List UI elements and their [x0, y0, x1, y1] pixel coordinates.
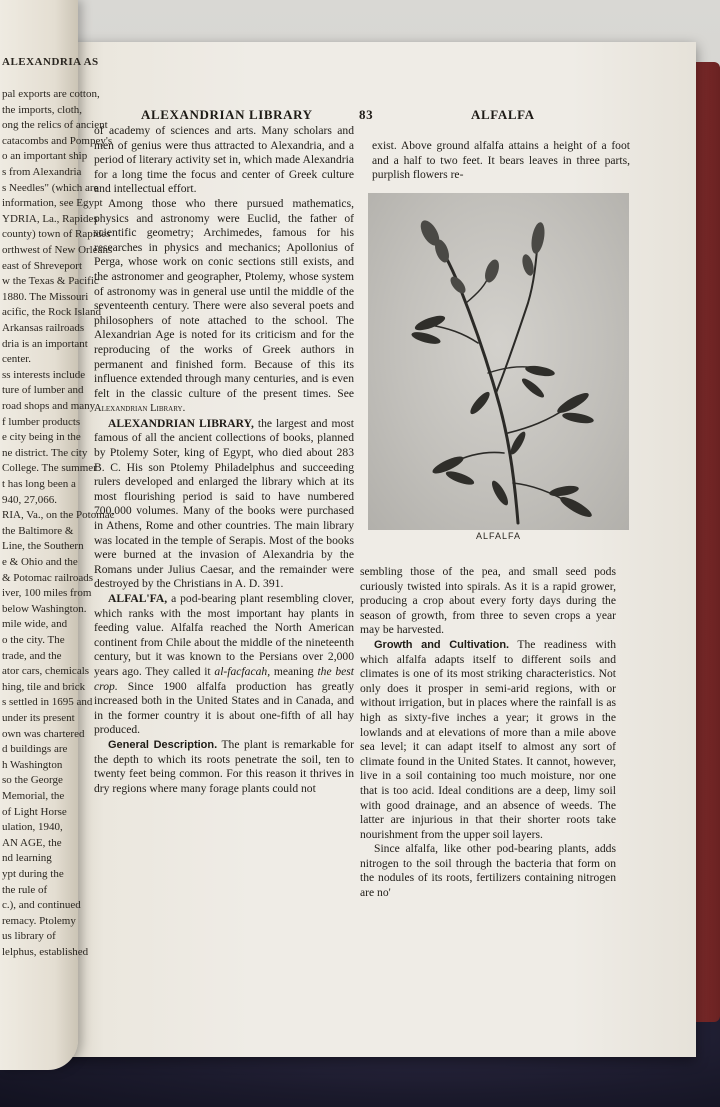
previous-page-line: e city being in the	[2, 431, 81, 444]
previous-page-line: under its present	[2, 712, 75, 724]
previous-page-line: ne district. The city	[2, 446, 88, 459]
running-head-right: ALFALFA	[471, 107, 535, 122]
previous-page-line: f lumber products	[2, 415, 81, 428]
paragraph-seed-pods: sembling those of the pea, and small seed pods curiously twisted into spirals. As it is a rapid grower, producing a crop about every forty days during the season of growth, from three to seven crops a year may be harvested.	[360, 565, 616, 637]
previous-page-line: below Washington.	[2, 602, 87, 615]
previous-page-line: d buildings are	[2, 743, 68, 756]
previous-page-line: nd learning	[2, 852, 52, 865]
previous-page-line: trade, and the	[2, 649, 62, 662]
previous-page-line: own was chartered	[2, 727, 85, 740]
previous-page-line: ss interests include	[2, 368, 86, 381]
previous-page-heading: ALEXANDRIA AS	[2, 56, 99, 68]
paragraph-mathematicians: Among those who there pursued mathematics, physics and astronomy were Euclid, the father of scientific geometry; Archimedes, famous for his researches in physics and mechanics; Apollonius of Perga, whose work on conic sections still exists, and the astronomer and geographer, Ptolemy, whose system of astronomy was in general use until the middle of the seventeenth century. There were also several poets and philosophers of note attached to the school. The Alexandrian Age is noted for its criticism and for the reproducing of the works of Greek authors in permanent and finished form. Because of this its influence extended through many centuries, and is even felt in the classic culture of the present times. See Alexandrian Library.	[94, 196, 354, 415]
previous-page-line: YDRIA, La., Rapides	[2, 212, 98, 225]
section-general-description: General Description. The plant is remarkable for the depth to which its roots penetrate the soil, ten to twenty feet being common. For this reason it thrives in dry regions where many forage plants could not	[94, 737, 354, 795]
left-column	[94, 124, 354, 796]
alfalfa-plant-drawing	[368, 193, 629, 530]
entry-term: ALEXANDRIAN LIBRARY,	[108, 416, 254, 430]
previous-page-line: catacombs and Pompey's	[2, 134, 113, 147]
previous-page-line: AN AGE, the	[2, 836, 62, 849]
previous-page-line: t has long been a	[2, 478, 76, 490]
previous-page-line: ulation, 1940,	[2, 821, 63, 834]
previous-page-line: o the city. The	[2, 634, 65, 646]
previous-page-line: c.), and continued	[2, 899, 81, 912]
previous-page-line: so the George	[2, 774, 63, 787]
previous-page-line: iver, 100 miles from	[2, 587, 92, 600]
section-heading: General Description.	[108, 738, 218, 751]
previous-page-line: 940, 27,066.	[2, 493, 57, 506]
previous-page-line: information, see Egypt	[2, 197, 103, 210]
section-heading: Growth and Cultivation.	[374, 638, 510, 651]
previous-page-line: e & Ohio and the	[2, 556, 78, 568]
page-number: 83	[359, 107, 374, 122]
right-column	[360, 565, 616, 901]
previous-page-line: mile wide, and	[2, 618, 68, 631]
previous-page	[0, 0, 115, 1070]
previous-page-line: ypt during the	[2, 868, 64, 880]
paragraph-academy: of academy of sciences and arts. Many scholars and men of genius were thus attracted to Alexandria, and a period of literary activity set in, which made Alexandria for a long time the focus and center of Greek culture and intellectual effort.	[94, 124, 354, 196]
previous-page-line: 1880. The Missouri	[2, 290, 89, 303]
alfalfa-illustration	[368, 193, 629, 530]
entry-term: ALFAL'FA,	[108, 592, 168, 605]
previous-page-line: s from Alexandria	[2, 166, 82, 178]
previous-page-line: the imports, cloth,	[2, 103, 83, 116]
previous-page-line: east of Shreveport	[2, 259, 83, 272]
previous-page-line: hing, tile and brick	[2, 680, 86, 693]
previous-page-line: remacy. Ptolemy	[2, 914, 76, 927]
previous-page-line: Memorial, the	[2, 790, 65, 802]
previous-page-line: o an important ship	[2, 150, 88, 163]
right-column-top	[372, 139, 630, 183]
previous-page-line: center.	[2, 353, 32, 366]
previous-page-line: h Washington	[2, 758, 63, 771]
previous-page-line: s settled in 1695 and	[2, 696, 93, 709]
previous-page-line: s Needles" (which are	[2, 181, 99, 194]
figure-caption: ALFALFA	[475, 531, 522, 541]
cross-reference: Alexandrian Library.	[94, 403, 186, 415]
previous-page-line: w the Texas & Pacific	[2, 275, 99, 288]
paragraph-above-ground: exist. Above ground alfalfa attains a height of a foot and a half to two feet. It bears leaves in three parts, purplish flowers re-	[372, 139, 630, 182]
previous-page-line: ong the relics of ancient	[2, 119, 108, 132]
previous-page-line: orthwest of New Orleans	[2, 244, 113, 256]
previous-page-line: of Light Horse	[2, 805, 67, 818]
previous-page-line: Arkansas railroads	[2, 322, 85, 334]
previous-page-line: pal exports are cotton,	[2, 88, 100, 100]
previous-page-line: road shops and many	[2, 400, 96, 412]
previous-page-line: ator cars, chemicals	[2, 665, 90, 678]
previous-page-line: & Potomac railroads	[2, 571, 94, 584]
running-head-left: ALEXANDRIAN LIBRARY	[141, 107, 313, 122]
paragraph-nitrogen: Since alfalfa, like other pod-bearing plants, adds nitrogen to the soil through the bacteria that form on the nodules of its roots, fertilizers containing nitrogen are no'	[360, 842, 616, 900]
previous-page-line: us library of	[2, 930, 56, 943]
previous-page-line: acific, the Rock Island	[2, 306, 101, 319]
previous-page-line: College. The summer	[2, 462, 97, 475]
section-growth-cultivation: Growth and Cultivation. The readiness with which alfalfa adapts itself to different soils and climates is one of its most striking characteristics. Not only does it prosper in semi-arid regions, with or without irrigation, but in places where the rainfall is as high as sixty-five inches a year; it grows in the lowlands and at elevations of more than a mile above sea level; it can adapt itself to almost any sort of climate found in the United States. It cannot, however, live in a soil containing too much moisture, nor one that is too acid. Ideal conditions are a deep, limy soil with good drainage, and an absence of weeds. The latter are injurious in that their shorter roots take nourishment from the upper soil layers.	[360, 637, 616, 841]
previous-page-line: RIA, Va., on the Potomac	[2, 509, 115, 522]
previous-page-line: county) town of Rapides	[2, 228, 111, 241]
previous-page-line: ture of lumber and	[2, 384, 84, 397]
previous-page-line: dria is an important	[2, 337, 88, 350]
previous-page-line: the Baltimore &	[2, 524, 74, 537]
previous-page-line: Line, the Southern	[2, 540, 84, 553]
previous-page-line: lelphus, established	[2, 946, 89, 958]
previous-page-line: the rule of	[2, 883, 48, 896]
entry-alfalfa: ALFAL'FA, a pod-bearing plant resembling clover, which ranks with the most important hay plants in feeding value. Alfalfa reached the North American continent from Chile about the middle of the nineteenth century, but it was known to the Persians over 2,000 years ago. They called it al-facfacah, meaning the best crop. Since 1900 alfalfa production has greatly increased both in the United States and in Canada, and in the former country it is about one-fifth of all hay produced.	[94, 592, 354, 737]
entry-alexandrian-library: ALEXANDRIAN LIBRARY, the largest and most famous of all the ancient collections of books, planned by Ptolemy Soter, king of Egypt, who died about 283 B. C. His son Ptolemy Philadelphus and succeeding rulers developed and enlarged the library which at its most flourishing period is said to have numbered 700,000 volumes. Many of the books were purchased in Athens, Rome and other countries. The main library was located in the temple of Serapis. Most of the books were burned at the invasion of Alexandria by the Romans under Julius Caesar, and the remainder were destroyed by the Christians in A. D. 391.	[94, 416, 354, 591]
